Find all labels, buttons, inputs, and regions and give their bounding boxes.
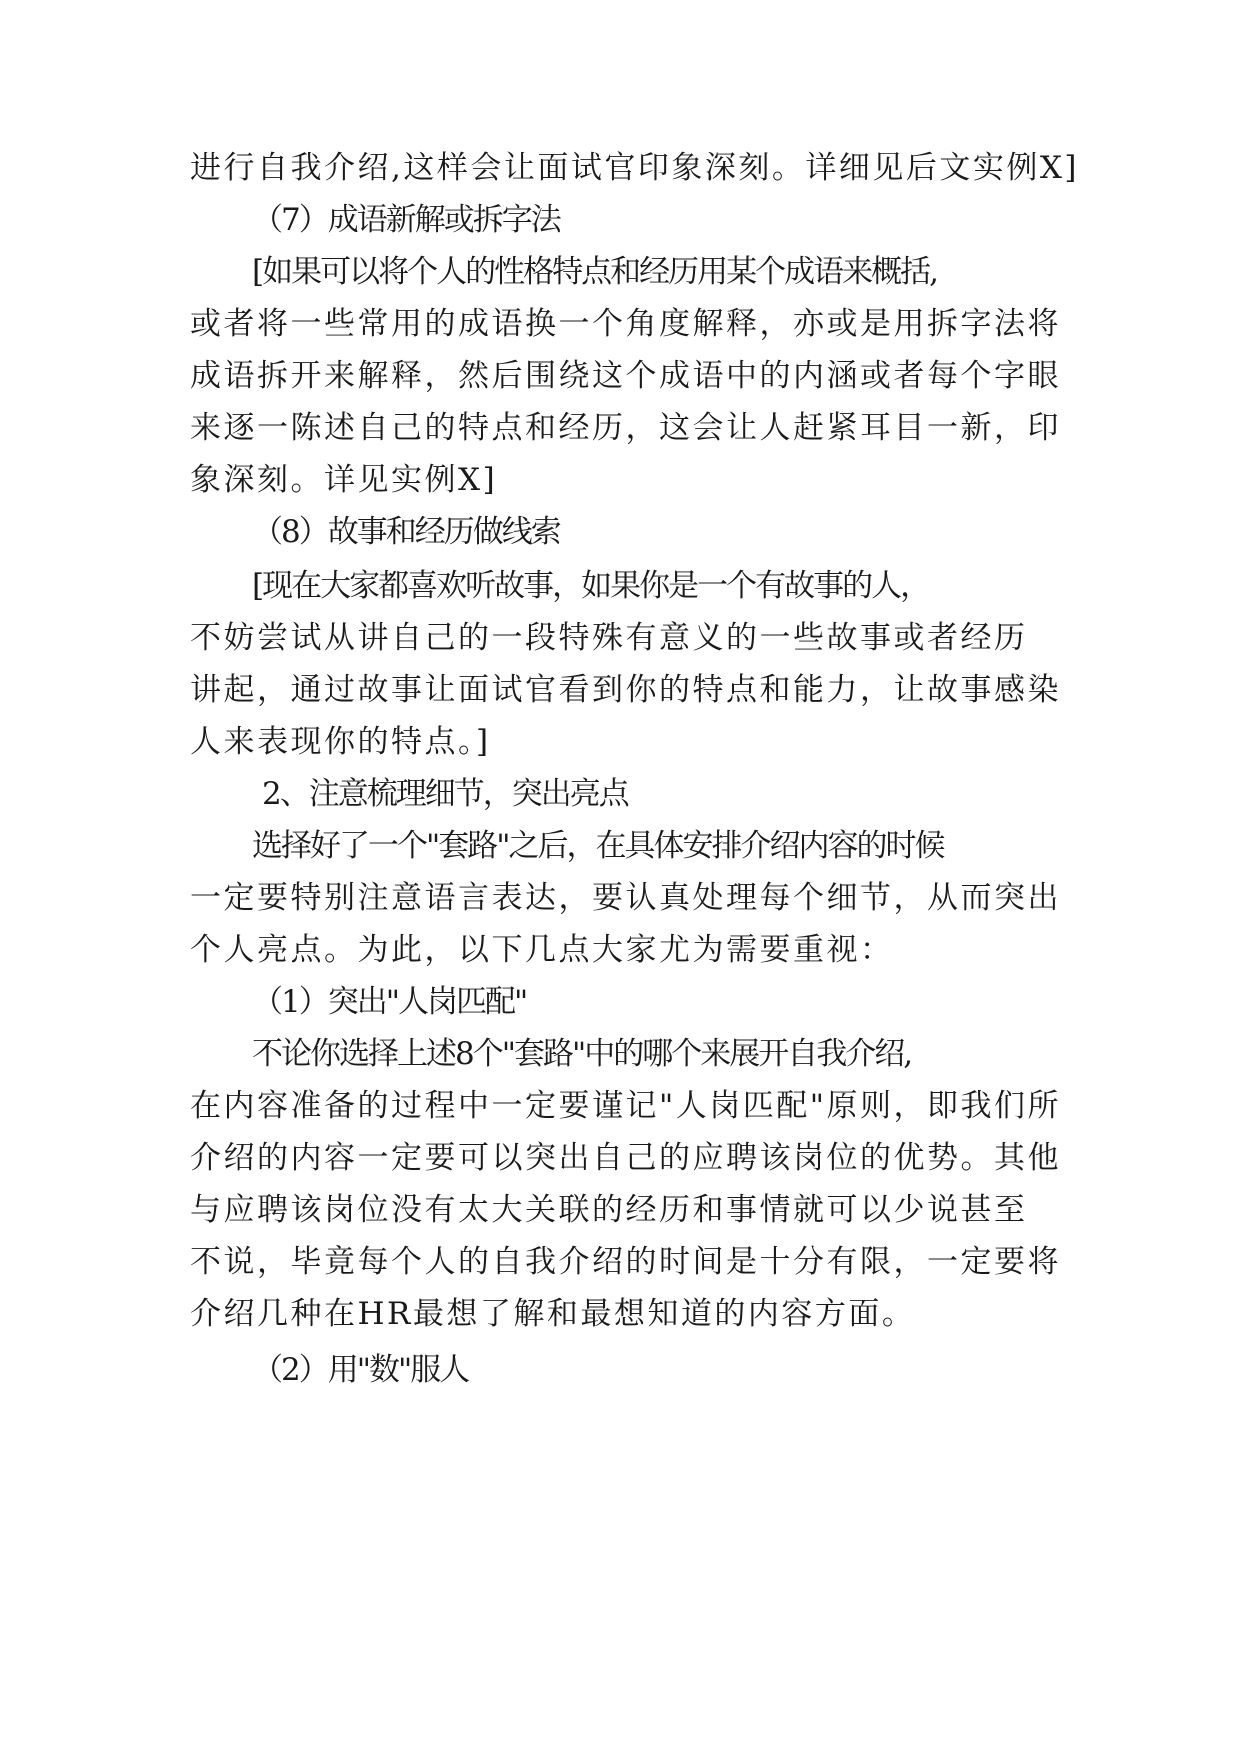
text-line: 成语拆开来解释，然后围绕这个成语中的内涵或者每个字眼 <box>190 358 1061 394</box>
section-heading: （7）成语新解或拆字法 <box>252 202 560 238</box>
section-heading: 2、注意梳理细节，突出亮点 <box>262 776 628 812</box>
text-line: 个人亮点。为此，以下几点大家尤为需要重视： <box>190 932 894 968</box>
text-line: 进行自我介绍,这样会让面试官印象深刻。详细见后文实例X] <box>190 150 1080 186</box>
text-line: 或者将一些常用的成语换一个角度解释，亦或是用拆字法将 <box>190 306 1061 342</box>
text-line: 讲起，通过故事让面试官看到你的特点和能力，让故事感染 <box>190 672 1061 708</box>
text-line: 在内容准备的过程中一定要谨记"人岗匹配"原则，即我们所 <box>190 1088 1062 1124</box>
text-line: 人来表现你的特点。] <box>190 724 491 760</box>
section-heading: （2）用"数"服人 <box>252 1352 469 1388</box>
text-line: 一定要特别注意语言表达，要认真处理每个细节，从而突出 <box>190 880 1061 916</box>
section-heading: （8）故事和经历做线索 <box>252 514 560 550</box>
text-line: 不说，毕竟每个人的自我介绍的时间是十分有限，一定要将 <box>190 1244 1061 1280</box>
text-line: 与应聘该岗位没有太大关联的经历和事情就可以少说甚至 <box>190 1192 1028 1228</box>
text-line: 不妨尝试从讲自己的一段特殊有意义的一些故事或者经历 <box>190 620 1028 656</box>
text-line: 选择好了一个"套路"之后，在具体安排介绍内容的时候 <box>252 828 944 864</box>
text-line: 不论你选择上述8个"套路"中的哪个来展开自我介绍, <box>252 1036 912 1072</box>
text-line: [如果可以将个人的性格特点和经历用某个成语来概括, <box>252 254 937 290</box>
text-line: [现在大家都喜欢听故事，如果你是一个有故事的人， <box>252 568 930 604</box>
section-heading: （1）突出"人岗匹配" <box>252 984 527 1020</box>
text-line: 来逐一陈述自己的特点和经历，这会让人赶紧耳目一新，印 <box>190 410 1061 446</box>
text-line: 介绍的内容一定要可以突出自己的应聘该岗位的优势。其他 <box>190 1140 1061 1176</box>
text-line: 象深刻。详见实例X] <box>190 462 498 498</box>
text-line: 介绍几种在HR最想了解和最想知道的内容方面。 <box>190 1296 916 1332</box>
